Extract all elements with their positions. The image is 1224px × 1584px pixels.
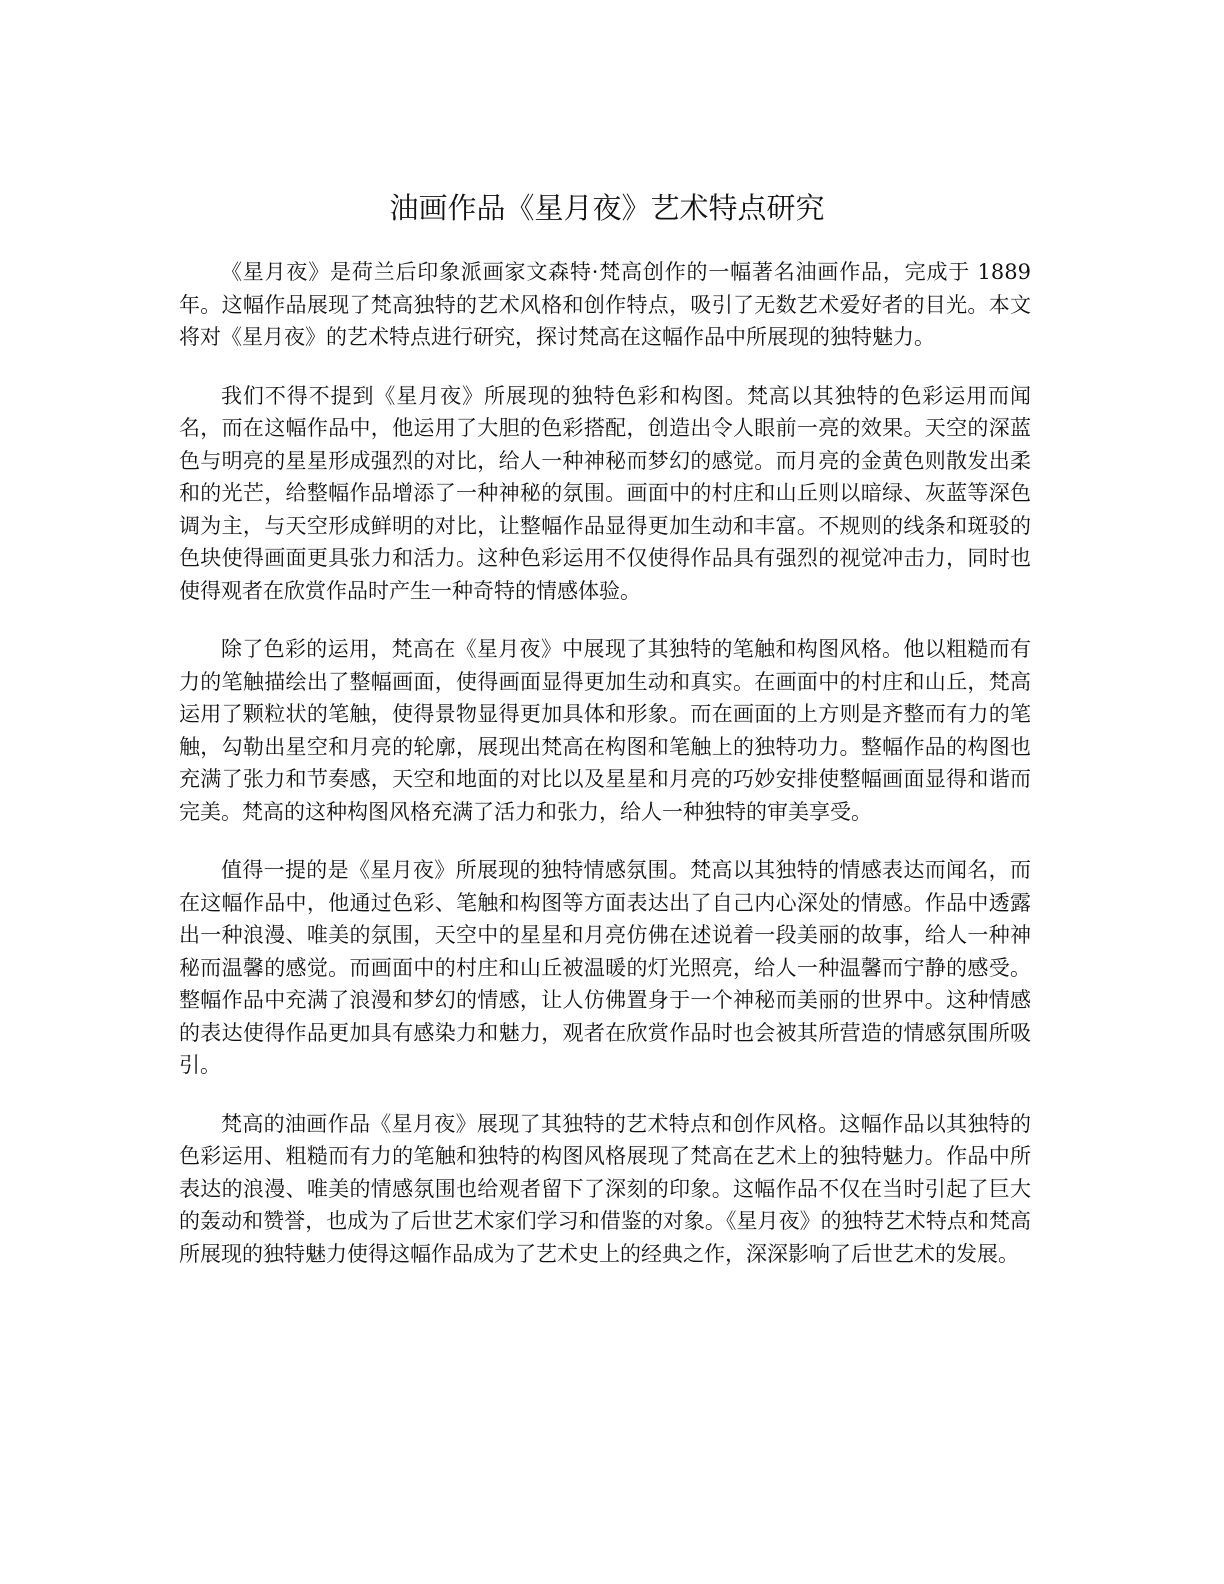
paragraph-3: 除了色彩的运用，梵高在《星月夜》中展现了其独特的笔触和构图风格。他以粗糙而有力的笔触描绘出了整幅画面，使得画面显得更加生动和真实。在画面中的村庄和山丘，梵高运用了颗粒状的笔触，使得景物显得更加具体和形象。而在画面的上方则是齐整而有力的笔触，勾勒出星空和月亮的轮廓，展现出梵高在构图和笔触上的独特功力。整幅作品的构图也充满了张力和节奏感，天空和地面的对比以及星星和月亮的巧妙安排使整幅画面显得和谐而完美。梵高的这种构图风格充满了活力和张力，给人一种独特的审美享受。 [179, 637, 1031, 824]
paragraph-5: 梵高的油画作品《星月夜》展现了其独特的艺术特点和创作风格。这幅作品以其独特的色彩运用、粗糙而有力的笔触和独特的构图风格展现了梵高在艺术上的独特魅力。作品中所表达的浪漫、唯美的情感氛围也给观者留下了深刻的印象。这幅作品不仅在当时引起了巨大的轰动和赞誉，也成为了后世艺术家们学习和借鉴的对象。《星月夜》的独特艺术特点和梵高所展现的独特魅力使得这幅作品成为了艺术史上的经典之作，深深影响了后世艺术的发展。 [179, 1111, 1031, 1266]
paragraph-1: 《星月夜》是荷兰后印象派画家文森特·梵高创作的一幅著名油画作品，完成于 1889 年。这幅作品展现了梵高独特的艺术风格和创作特点，吸引了无数艺术爱好者的目光。本文将对《星月夜》的艺术特点进行研究，探讨梵高在这幅作品中所展现的独特魅力。 [179, 260, 1031, 349]
document-title: 油画作品《星月夜》艺术特点研究 [389, 191, 825, 225]
document-body [179, 256, 1031, 1296]
paragraph-2: 我们不得不提到《星月夜》所展现的独特色彩和构图。梵高以其独特的色彩运用而闻名，而在这幅作品中，他运用了大胆的色彩搭配，创造出令人眼前一亮的效果。天空的深蓝色与明亮的星星形成强烈的对比，给人一种神秘而梦幻的感觉。而月亮的金黄色则散发出柔和的光芒，给整幅作品增添了一种神秘的氛围。画面中的村庄和山丘则以暗绿、灰蓝等深色调为主，与天空形成鲜明的对比，让整幅作品显得更加生动和丰富。不规则的线条和斑驳的色块使得画面更具张力和活力。这种色彩运用不仅使得作品具有强烈的视觉冲击力，同时也使得观者在欣赏作品时产生一种奇特的情感体验。 [179, 383, 1031, 603]
paragraph-4: 值得一提的是《星月夜》所展现的独特情感氛围。梵高以其独特的情感表达而闻名，而在这幅作品中，他通过色彩、笔触和构图等方面表达出了自己内心深处的情感。作品中透露出一种浪漫、唯美的氛围，天空中的星星和月亮仿佛在述说着一段美丽的故事，给人一种神秘而温馨的感觉。而画面中的村庄和山丘被温暖的灯光照亮，给人一种温馨而宁静的感受。整幅作品中充满了浪漫和梦幻的情感，让人仿佛置身于一个神秘而美丽的世界中。这种情感的表达使得作品更加具有感染力和魅力，观者在欣赏作品时也会被其所营造的情感氛围所吸引。 [179, 858, 1031, 1077]
